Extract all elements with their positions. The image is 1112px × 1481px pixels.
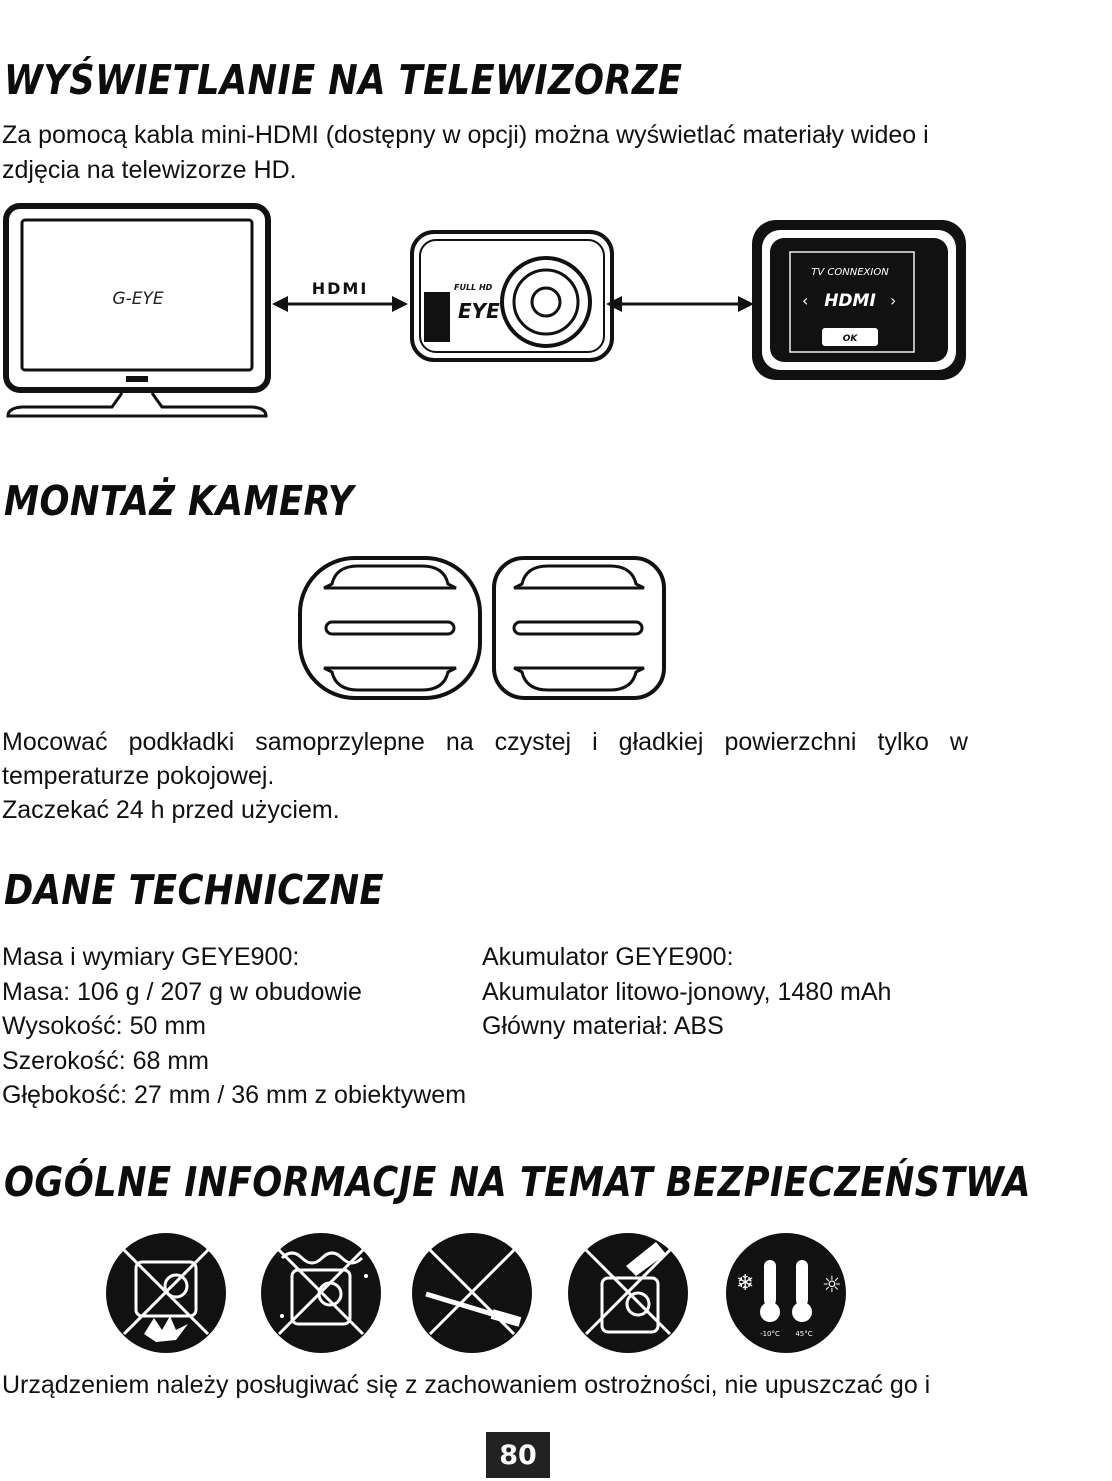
screen-title-text: TV CONNEXION — [811, 267, 889, 278]
curved-mount-icon — [494, 558, 664, 698]
safety-icons-row — [104, 1230, 868, 1356]
temperature-range-icon — [726, 1233, 846, 1353]
adhesive-mounts-illustration — [296, 554, 670, 702]
section-title-safety: OGÓLNE INFORMACJE NA TEMAT BEZPIECZEŃSTWA — [4, 1158, 1031, 1206]
spec-item: Szerokość: 68 mm — [2, 1046, 210, 1075]
camera-icon — [412, 232, 612, 360]
no-moisture-icon — [261, 1233, 381, 1353]
chevron-left-icon: ‹ — [802, 291, 809, 310]
specs-left-column — [2, 940, 466, 1113]
no-drop-icon — [106, 1233, 226, 1353]
camera-brand-text: EYE — [458, 299, 500, 323]
tv-paragraph-line1: Za pomocą kabla mini-HDMI (dostępny w opcji) można wyświetlać materiały wideo i — [2, 121, 929, 149]
screen-option-text: HDMI — [824, 291, 876, 311]
flat-mount-icon — [300, 558, 480, 698]
sun-icon: ☼ — [822, 1273, 842, 1298]
mount-paragraph-line3: Zaczekać 24 h przed użyciem. — [2, 796, 340, 824]
spec-item: Masa i wymiary GEYE900: — [2, 943, 300, 971]
page-number: 80 — [486, 1432, 550, 1478]
spec-item: Akumulator GEYE900: — [482, 943, 734, 971]
spec-item: Głębokość: 27 mm / 36 mm z obiektywem — [2, 1081, 467, 1109]
mount-paragraph-line1: Mocować podkładki samoprzylepne na czystej i gładkiej powierzchni tylko w — [2, 728, 968, 756]
section-title-specs: DANE TECHNICZNE — [4, 866, 385, 914]
specs-right-column — [482, 940, 891, 1044]
safety-paragraph-line1: Urządzeniem należy posługiwać się z zachowaniem ostrożności, nie upuszczać go i — [2, 1371, 931, 1399]
cable-arrow-right — [606, 296, 754, 312]
tv-paragraph-line2: zdjęcia na telewizorze HD. — [2, 156, 297, 184]
tv-icon — [6, 206, 268, 416]
spec-item: Główny materiał: ABS — [482, 1012, 724, 1040]
no-disassembly-icon — [412, 1233, 532, 1353]
spec-item: Masa: 106 g / 207 g w obudowie — [2, 977, 362, 1006]
spec-item: Akumulator litowo-jonowy, 1480 mAh — [482, 977, 892, 1006]
hdmi-label: HDMI — [311, 279, 369, 298]
temp-max-label: 45°C — [795, 1330, 813, 1338]
no-chemicals-icon — [568, 1233, 688, 1353]
hdmi-connection-diagram — [0, 200, 1112, 430]
temp-min-label: -10°C — [760, 1330, 780, 1338]
camera-back-screen-icon — [752, 220, 966, 380]
section-title-mount: MONTAŻ KAMERY — [4, 477, 354, 525]
snowflake-icon: ❄ — [736, 1271, 755, 1296]
cable-arrow-left — [272, 279, 408, 312]
chevron-right-icon: › — [890, 291, 897, 310]
mount-paragraph-line2: temperaturze pokojowej. — [2, 762, 275, 790]
tv-brand-text: G-EYE — [112, 289, 164, 309]
screen-ok-text: OK — [842, 334, 858, 344]
spec-item: Wysokość: 50 mm — [2, 1012, 206, 1040]
camera-badge-text: FULL HD — [454, 283, 493, 292]
section-title-tv: WYŚWIETLANIE NA TELEWIZORZE — [4, 56, 683, 104]
